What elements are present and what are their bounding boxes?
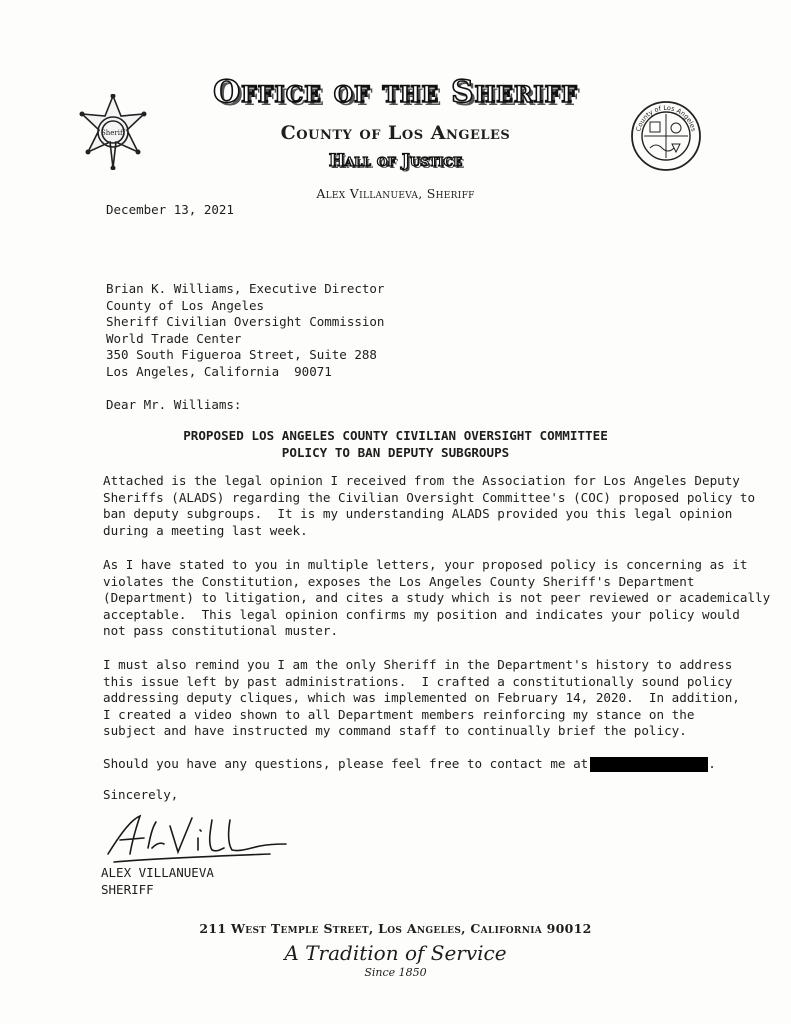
- signature: [100, 808, 290, 868]
- letterhead-hall: Hall of Justice: [328, 151, 463, 171]
- body-line: during a meeting last week.: [103, 522, 308, 538]
- body-line: acceptable. This legal opinion confirms my position and indicates your policy would: [103, 606, 740, 622]
- recipient-line: 350 South Figueroa Street, Suite 288: [106, 347, 377, 362]
- recipient-line: Los Angeles, California 90071: [106, 363, 332, 379]
- subject-line: PROPOSED LOS ANGELES COUNTY CIVILIAN OVERSIGHT COMMITTEE: [183, 428, 608, 443]
- footer-address: 211 West Temple Street, Los Angeles, California 90012: [199, 921, 592, 936]
- body-line: As I have stated to you in multiple letters, your proposed policy is concerning as it: [103, 557, 748, 572]
- subject-heading: [0, 427, 791, 461]
- body-line: this issue left by past administrations. I crafted a constitutionally sound policy: [103, 673, 733, 689]
- svg-text:Sheriff: Sheriff: [100, 129, 126, 137]
- body-paragraph-3: [103, 657, 740, 740]
- letterhead-title: Office of the Sheriff: [213, 74, 578, 110]
- signer-title: SHERIFF: [101, 882, 154, 897]
- body-paragraph-1: [103, 473, 755, 539]
- body-line: I created a video shown to all Department members reinforcing my stance on the: [103, 706, 695, 722]
- letter-date: December 13, 2021: [106, 202, 234, 217]
- signer-name: ALEX VILLANUEVA: [101, 865, 214, 880]
- redaction-box: [590, 757, 708, 772]
- body-line: violates the Constitution, exposes the Los Angeles County Sheriff's Department: [103, 573, 695, 589]
- letterhead-sheriff-name: Alex Villanueva, Sheriff: [316, 186, 475, 201]
- body-line: Attached is the legal opinion I received from the Association for Los Angeles Deputy: [103, 473, 740, 488]
- body-line: addressing deputy cliques, which was implemented on February 14, 2020. In addition,: [103, 690, 740, 705]
- body-line: Sheriffs (ALADS) regarding the Civilian Oversight Committee's (COC) proposed policy to: [103, 489, 756, 505]
- salutation: Dear Mr. Williams:: [106, 397, 242, 412]
- contact-text: Should you have any questions, please feel free to contact me at: [103, 756, 589, 771]
- recipient-line: Sheriff Civilian Oversight Commission: [106, 314, 385, 329]
- body-line: I must also remind you I am the only Sheriff in the Department's history to address: [103, 657, 733, 672]
- recipient-line: World Trade Center: [106, 330, 242, 346]
- subject-line: POLICY TO BAN DEPUTY SUBGROUPS: [281, 445, 510, 460]
- footer-motto: A Tradition of Service: [284, 941, 507, 965]
- body-line: not pass constitutional muster.: [103, 623, 339, 638]
- recipient-line: County of Los Angeles: [106, 297, 265, 313]
- contact-line: [103, 756, 716, 773]
- body-paragraph-2: [103, 557, 770, 640]
- body-line: (Department) to litigation, and cites a study which is not peer reviewed or academically: [103, 590, 771, 605]
- recipient-address: [106, 281, 384, 380]
- body-line: subject and have instructed my command staff to continually brief the policy.: [103, 723, 687, 738]
- body-line: ban deputy subgroups. It is my understanding ALADS provided you this legal opinion: [103, 506, 733, 521]
- letterhead-county: County of Los Angeles: [280, 122, 511, 144]
- closing: Sincerely,: [103, 787, 179, 802]
- recipient-line: Brian K. Williams, Executive Director: [106, 281, 385, 296]
- footer-since: Since 1850: [364, 966, 427, 979]
- contact-end: .: [708, 756, 716, 771]
- svg-text:County of Los Angeles: County of Los Angeles: [634, 103, 698, 133]
